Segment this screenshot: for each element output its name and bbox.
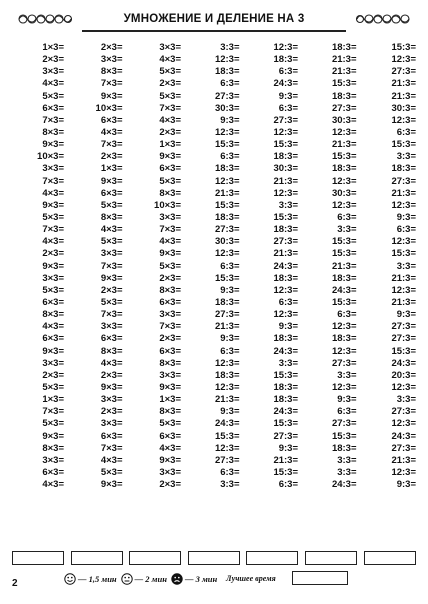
exercise: 12:3=: [391, 199, 416, 211]
exercise: 30:3=: [214, 236, 240, 248]
exercise: 21:3=: [331, 54, 357, 66]
exercise: 9:3=: [396, 479, 416, 491]
exercise: 27:3=: [273, 236, 298, 248]
exercise: 15:3=: [273, 369, 298, 381]
exercise: 24:3=: [273, 406, 298, 418]
exercise: 18:3=: [214, 163, 240, 175]
exercise: 15:3=: [331, 296, 357, 308]
exercise: 12:3=: [391, 418, 416, 430]
exercise: 6:3=: [220, 345, 240, 357]
exercise: 2×3=: [100, 151, 123, 163]
exercise: 27:3=: [391, 333, 416, 345]
exercise: 8×3=: [100, 211, 123, 223]
exercise: 9×3=: [100, 381, 123, 393]
exercise: 6×3=: [100, 114, 123, 126]
exercise: 5×3=: [159, 418, 181, 430]
exercise: 1×3=: [159, 139, 181, 151]
exercise: 4×3=: [100, 357, 123, 369]
exercise: 3:3=: [396, 151, 416, 163]
exercise: 18:3=: [273, 333, 298, 345]
exercise: 9:3=: [278, 321, 298, 333]
exercise: 6×3=: [159, 296, 181, 308]
exercise: 12:3=: [391, 114, 416, 126]
exercise: 4×3=: [100, 454, 123, 466]
exercise: 9×3=: [159, 248, 181, 260]
exercise: 1×3=: [100, 163, 123, 175]
smiley-face-icon: [64, 573, 76, 585]
exercise: 27:3=: [273, 430, 298, 442]
exercise: 12:3=: [331, 381, 357, 393]
exercise: 18:3=: [273, 381, 298, 393]
exercise: 3:3=: [396, 394, 416, 406]
exercise: 12:3=: [214, 357, 240, 369]
exercise: 15:3=: [331, 151, 357, 163]
exercise: 6:3=: [220, 466, 240, 478]
title-underline: [82, 30, 346, 32]
time-box-7[interactable]: [364, 551, 416, 565]
exercise-column-2: [71, 42, 123, 491]
exercise: 2×3=: [100, 406, 123, 418]
exercise: 24:3=: [273, 78, 298, 90]
exercise: 8×3=: [159, 284, 181, 296]
exercise: 5×3=: [159, 90, 181, 102]
exercise: 4×3=: [42, 236, 64, 248]
exercise: 6:3=: [337, 309, 357, 321]
exercise: 3:3=: [337, 369, 357, 381]
exercise: 6×3=: [159, 345, 181, 357]
exercise: 3×3=: [42, 163, 64, 175]
exercise: 3:3=: [396, 260, 416, 272]
exercise: 9×3=: [100, 272, 123, 284]
exercise: 8×3=: [100, 66, 123, 78]
exercise: 5×3=: [159, 260, 181, 272]
neutral-face-icon: [121, 573, 133, 585]
exercise: 3×3=: [159, 466, 181, 478]
exercise: 5×3=: [100, 199, 123, 211]
exercise: 6:3=: [220, 260, 240, 272]
exercise: 2×3=: [159, 479, 181, 491]
exercise: 4×3=: [42, 321, 64, 333]
exercise: 18:3=: [331, 163, 357, 175]
exercise: 7×3=: [42, 406, 64, 418]
exercise: 9:3=: [220, 114, 240, 126]
exercise: 6:3=: [278, 66, 298, 78]
exercise: 15:3=: [273, 418, 298, 430]
time-legend: [64, 570, 221, 588]
exercise: 15:3=: [331, 430, 357, 442]
exercise: 21:3=: [331, 66, 357, 78]
exercise: 18:3=: [214, 211, 240, 223]
exercise: 3:3=: [220, 42, 240, 53]
exercise: 6:3=: [220, 78, 240, 90]
exercise: 24:3=: [391, 430, 416, 442]
exercise: 3×3=: [100, 394, 123, 406]
exercise: 15:3=: [273, 466, 298, 478]
chain-ornament-right-icon: [356, 12, 410, 26]
exercise: 6×3=: [100, 333, 123, 345]
exercise: 7×3=: [42, 175, 64, 187]
exercise: 8×3=: [159, 357, 181, 369]
exercise: 6×3=: [42, 466, 64, 478]
exercise: 1×3=: [42, 42, 64, 53]
exercise: 3×3=: [42, 272, 64, 284]
exercise: 27:3=: [331, 102, 357, 114]
exercise: 21:3=: [214, 394, 240, 406]
exercise: 27:3=: [331, 357, 357, 369]
exercise: 2×3=: [42, 248, 64, 260]
exercise: 30:3=: [273, 163, 298, 175]
exercise: 6×3=: [42, 296, 64, 308]
exercise: 2×3=: [42, 54, 64, 66]
exercise: 18:3=: [273, 394, 298, 406]
page-title: УМНОЖЕНИЕ И ДЕЛЕНИЕ НА 3: [123, 13, 305, 25]
exercise: 24:3=: [331, 479, 357, 491]
exercise: 7×3=: [159, 224, 181, 236]
exercise: 8×3=: [159, 187, 181, 199]
chain-ornament-left-icon: [18, 12, 72, 26]
exercise: 10×3=: [37, 151, 64, 163]
exercise: 9:3=: [278, 442, 298, 454]
exercise: 6×3=: [159, 163, 181, 175]
exercise: 1×3=: [42, 394, 64, 406]
exercise: 5×3=: [159, 175, 181, 187]
exercise: 12:3=: [331, 126, 357, 138]
exercise: 8×3=: [42, 126, 64, 138]
exercise: 3×3=: [42, 454, 64, 466]
exercise: 18:3=: [391, 163, 416, 175]
exercise: 18:3=: [214, 296, 240, 308]
exercise: 3×3=: [100, 321, 123, 333]
time-box-6[interactable]: [305, 551, 357, 565]
exercise: 15:3=: [331, 236, 357, 248]
exercise: 7×3=: [100, 78, 123, 90]
exercise: 12:3=: [273, 284, 298, 296]
exercise: 2×3=: [159, 272, 181, 284]
exercise: 7×3=: [159, 321, 181, 333]
exercise: 6×3=: [100, 187, 123, 199]
exercise: 3×3=: [159, 369, 181, 381]
exercise: 2×3=: [100, 284, 123, 296]
exercise: 7×3=: [100, 139, 123, 151]
exercise: 3:3=: [220, 479, 240, 491]
exercise: 6:3=: [278, 479, 298, 491]
exercise: 5×3=: [42, 284, 64, 296]
exercise: 3×3=: [159, 42, 181, 53]
exercise: 5×3=: [159, 66, 181, 78]
exercise: 27:3=: [273, 114, 298, 126]
exercise: 18:3=: [214, 66, 240, 78]
exercise: 20:3=: [391, 369, 416, 381]
exercise: 6:3=: [337, 406, 357, 418]
exercise: 4×3=: [159, 442, 181, 454]
exercise: 10×3=: [95, 102, 123, 114]
exercise: 6:3=: [396, 126, 416, 138]
exercise: 12:3=: [214, 248, 240, 260]
exercise: 27:3=: [391, 406, 416, 418]
exercise: 18:3=: [331, 90, 357, 102]
exercise: 21:3=: [391, 90, 416, 102]
exercise: 21:3=: [391, 272, 416, 284]
exercise: 3×3=: [100, 54, 123, 66]
time-box-3[interactable]: [129, 551, 181, 565]
exercise: 6:3=: [278, 102, 298, 114]
exercise: 21:3=: [214, 187, 240, 199]
exercise: 27:3=: [391, 321, 416, 333]
exercise: 1×3=: [159, 394, 181, 406]
exercise: 5×3=: [100, 466, 123, 478]
time-box-5[interactable]: [246, 551, 298, 565]
exercise: 6×3=: [100, 430, 123, 442]
exercise: 2×3=: [159, 333, 181, 345]
time-box-2[interactable]: [71, 551, 123, 565]
exercise: 15:3=: [331, 78, 357, 90]
exercise: 24:3=: [331, 284, 357, 296]
exercise: 9×3=: [42, 345, 64, 357]
exercise: 7×3=: [42, 224, 64, 236]
exercise: 18:3=: [273, 224, 298, 236]
exercise: 30:3=: [391, 102, 416, 114]
exercise: 12:3=: [273, 187, 298, 199]
exercise: 7×3=: [100, 260, 123, 272]
exercise: 4×3=: [42, 479, 64, 491]
exercise: 9:3=: [337, 394, 357, 406]
exercise: 9:3=: [220, 284, 240, 296]
exercise: 3×3=: [100, 418, 123, 430]
time-answer-boxes: [12, 551, 416, 566]
exercise: 12:3=: [391, 54, 416, 66]
exercise: 27:3=: [331, 418, 357, 430]
exercise: 2×3=: [100, 42, 123, 53]
exercise: 5×3=: [42, 381, 64, 393]
exercise: 15:3=: [391, 248, 416, 260]
exercise: 4×3=: [159, 236, 181, 248]
exercise: 12:3=: [391, 381, 416, 393]
exercise: 12:3=: [391, 236, 416, 248]
exercise: 15:3=: [391, 42, 416, 53]
exercise: 2×3=: [159, 126, 181, 138]
exercise: 21:3=: [391, 296, 416, 308]
exercise: 3:3=: [337, 454, 357, 466]
legend-sad-text: — 3 мин: [184, 574, 218, 584]
exercise: 3:3=: [278, 357, 298, 369]
exercise: 4×3=: [42, 187, 64, 199]
page-number: 2: [12, 578, 18, 589]
exercise: 9:3=: [220, 406, 240, 418]
exercise: 18:3=: [331, 272, 357, 284]
page-header: [12, 9, 416, 33]
exercise-column-6: [305, 42, 357, 491]
exercise: 12:3=: [214, 126, 240, 138]
exercise: 18:3=: [331, 333, 357, 345]
exercise: 2×3=: [159, 78, 181, 90]
exercise-column-3: [129, 42, 181, 491]
legend-neutral-text: — 2 мин: [134, 574, 167, 584]
best-time-box[interactable]: [292, 571, 348, 585]
exercise: 9×3=: [159, 151, 181, 163]
exercise: 27:3=: [214, 309, 240, 321]
exercise: 27:3=: [214, 224, 240, 236]
exercise: 7×3=: [159, 102, 181, 114]
exercise: 9×3=: [42, 199, 64, 211]
exercise: 24:3=: [391, 357, 416, 369]
exercise: 7×3=: [100, 309, 123, 321]
exercise: 30:3=: [331, 187, 357, 199]
exercise: 6:3=: [220, 151, 240, 163]
exercise: 12:3=: [214, 442, 240, 454]
exercise: 27:3=: [214, 90, 240, 102]
exercise: 18:3=: [273, 54, 298, 66]
exercise: 5×3=: [42, 211, 64, 223]
exercise: 9×3=: [42, 260, 64, 272]
exercise: 6×3=: [42, 333, 64, 345]
exercise: 5×3=: [100, 236, 123, 248]
exercise-column-7: [364, 42, 416, 491]
page-footer: [12, 570, 416, 590]
exercise: 3×3=: [42, 357, 64, 369]
exercise: 15:3=: [214, 139, 240, 151]
exercise: 3:3=: [337, 224, 357, 236]
exercise: 15:3=: [214, 272, 240, 284]
exercise: 15:3=: [391, 139, 416, 151]
exercise: 9×3=: [100, 90, 123, 102]
exercise: 4×3=: [100, 126, 123, 138]
exercise: 15:3=: [391, 345, 416, 357]
exercise-column-5: [246, 42, 298, 491]
exercise: 6:3=: [396, 224, 416, 236]
exercise: 12:3=: [214, 54, 240, 66]
exercise: 8×3=: [159, 406, 181, 418]
exercise: 24:3=: [273, 345, 298, 357]
exercise: 7×3=: [42, 114, 64, 126]
exercise: 27:3=: [391, 442, 416, 454]
exercise: 9×3=: [159, 454, 181, 466]
exercise: 21:3=: [331, 139, 357, 151]
exercise: 12:3=: [331, 345, 357, 357]
exercise: 6:3=: [337, 211, 357, 223]
exercise: 2×3=: [42, 369, 64, 381]
exercise: 9×3=: [100, 479, 123, 491]
exercise: 8×3=: [100, 345, 123, 357]
exercise: 9:3=: [396, 211, 416, 223]
exercise: 9×3=: [42, 139, 64, 151]
exercise: 9:3=: [396, 309, 416, 321]
exercise: 6:3=: [278, 296, 298, 308]
exercise: 12:3=: [214, 381, 240, 393]
exercise: 15:3=: [331, 248, 357, 260]
exercise: 15:3=: [273, 139, 298, 151]
exercise: 2×3=: [100, 369, 123, 381]
exercise: 8×3=: [42, 309, 64, 321]
exercise: 12:3=: [391, 466, 416, 478]
exercise: 12:3=: [391, 284, 416, 296]
legend-smile-text: — 1,5 мин: [78, 574, 117, 584]
exercise: 15:3=: [214, 199, 240, 211]
exercise: 21:3=: [391, 78, 416, 90]
exercise: 21:3=: [273, 175, 298, 187]
exercise-column-1: [12, 42, 64, 491]
exercise: 3×3=: [159, 211, 181, 223]
exercise: 24:3=: [273, 260, 298, 272]
exercise: 9×3=: [100, 175, 123, 187]
exercise: 21:3=: [214, 321, 240, 333]
exercise: 15:3=: [214, 430, 240, 442]
exercise: 9:3=: [278, 90, 298, 102]
exercise: 12:3=: [331, 175, 357, 187]
exercise: 21:3=: [391, 187, 416, 199]
exercise: 27:3=: [214, 454, 240, 466]
exercise-column-4: [188, 42, 240, 491]
exercise: 30:3=: [214, 102, 240, 114]
exercise: 3:3=: [278, 199, 298, 211]
exercise: 3×3=: [42, 66, 64, 78]
exercise: 9×3=: [159, 381, 181, 393]
exercise: 18:3=: [331, 442, 357, 454]
exercise: 6×3=: [159, 430, 181, 442]
exercise: 5×3=: [42, 418, 64, 430]
exercise: 18:3=: [331, 42, 357, 53]
exercise: 21:3=: [331, 260, 357, 272]
exercise: 3:3=: [337, 466, 357, 478]
exercise: 18:3=: [273, 272, 298, 284]
exercise: 10×3=: [154, 199, 181, 211]
time-box-1[interactable]: [12, 551, 64, 565]
exercise: 5×3=: [42, 90, 64, 102]
exercise: 9×3=: [42, 430, 64, 442]
exercise: 12:3=: [273, 309, 298, 321]
exercise: 12:3=: [331, 321, 357, 333]
exercise: 9:3=: [220, 333, 240, 345]
exercise: 8×3=: [42, 442, 64, 454]
exercise: 27:3=: [391, 66, 416, 78]
time-box-4[interactable]: [188, 551, 240, 565]
exercise: 12:3=: [214, 175, 240, 187]
exercise: 4×3=: [42, 78, 64, 90]
best-time-label: Лучшее время: [226, 574, 276, 583]
exercise: 21:3=: [273, 248, 298, 260]
exercise: 4×3=: [159, 114, 181, 126]
exercise: 18:3=: [214, 369, 240, 381]
exercise: 4×3=: [159, 54, 181, 66]
exercise: 5×3=: [100, 296, 123, 308]
exercise: 15:3=: [273, 211, 298, 223]
exercise: 12:3=: [331, 199, 357, 211]
exercise: 30:3=: [331, 114, 357, 126]
exercise: 21:3=: [273, 454, 298, 466]
exercise: 27:3=: [391, 175, 416, 187]
exercise: 12:3=: [273, 42, 298, 53]
exercise: 4×3=: [100, 224, 123, 236]
exercise: 3×3=: [100, 248, 123, 260]
exercise: 12:3=: [273, 126, 298, 138]
exercise: 6×3=: [42, 102, 64, 114]
exercise: 3×3=: [159, 309, 181, 321]
sad-face-icon: [171, 573, 183, 585]
exercise: 24:3=: [214, 418, 240, 430]
exercise: 21:3=: [391, 454, 416, 466]
exercise: 7×3=: [100, 442, 123, 454]
exercise: 18:3=: [273, 151, 298, 163]
